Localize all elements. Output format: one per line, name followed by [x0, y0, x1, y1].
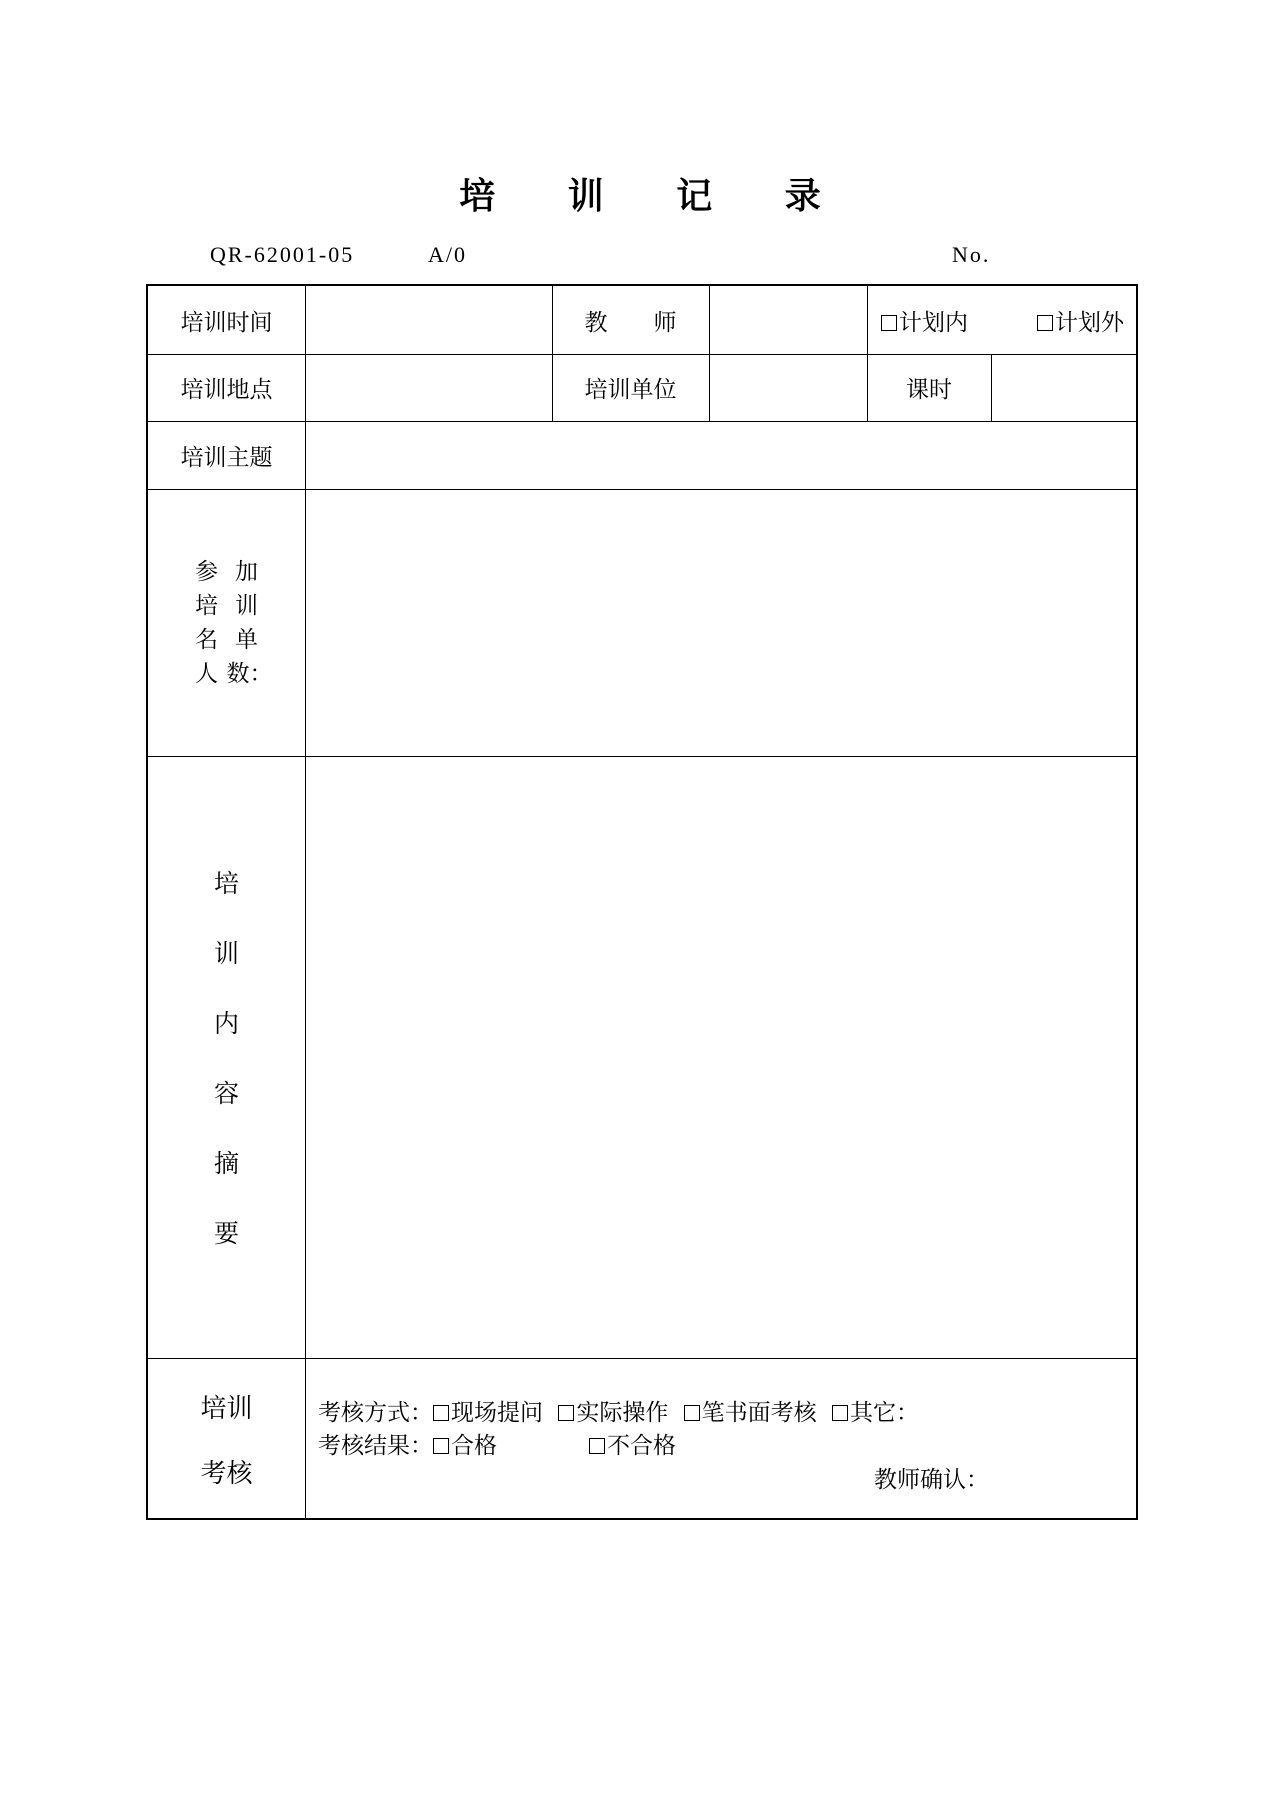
training-exam-label: 培训 考核 — [200, 1394, 253, 1489]
training-time-field[interactable] — [306, 286, 552, 354]
checkbox-icon[interactable] — [433, 1405, 449, 1421]
page-title: 培 训 记 录 — [459, 176, 851, 217]
training-unit-field[interactable] — [710, 354, 867, 421]
training-location-label: 培训地点 — [180, 377, 273, 403]
checkbox-icon[interactable] — [881, 315, 897, 331]
result-pass-option[interactable]: 合格 — [433, 1433, 497, 1459]
training-location-field[interactable] — [306, 354, 552, 421]
method-option[interactable]: 笔书面考核 — [684, 1400, 817, 1426]
checkbox-icon[interactable] — [433, 1438, 449, 1454]
exam-result-row: 考核结果： 合格 — [318, 1433, 497, 1459]
method-option[interactable]: 现场提问 — [433, 1400, 543, 1426]
content-summary-label: 培 训 内 容 摘 要 — [213, 869, 239, 1248]
plan-type-options — [867, 286, 1138, 354]
checkbox-icon[interactable] — [1037, 315, 1053, 331]
attendees-label: 参 加 培 训 名 单 人 数： — [195, 558, 273, 687]
plan-in-option[interactable]: 计划内 — [881, 304, 968, 337]
form-number-label: No. — [952, 242, 991, 267]
checkbox-icon[interactable] — [558, 1405, 574, 1421]
training-unit-label: 培训单位 — [584, 377, 677, 403]
content-summary-field[interactable] — [306, 756, 1138, 1358]
plan-out-option[interactable]: 计划外 — [1037, 304, 1124, 337]
exam-method-row: 考核方式： 现场提问 实际操作 笔书面考核 其它： — [318, 1400, 919, 1426]
checkbox-icon[interactable] — [589, 1438, 605, 1454]
training-topic-field[interactable] — [306, 421, 1138, 489]
attendees-field[interactable] — [306, 489, 1138, 756]
method-option[interactable]: 其它： — [832, 1400, 919, 1426]
teacher-confirm-label: 教师确认： — [874, 1467, 989, 1493]
class-hours-field[interactable] — [992, 354, 1138, 421]
form-revision: A/0 — [428, 242, 467, 267]
result-fail-option[interactable]: 不合格 — [589, 1427, 676, 1460]
training-record-form — [146, 284, 1138, 1520]
checkbox-icon[interactable] — [832, 1405, 848, 1421]
class-hours-label: 课时 — [906, 377, 952, 403]
teacher-label: 教 师 — [584, 309, 677, 336]
teacher-field[interactable] — [710, 286, 867, 354]
training-topic-label: 培训主题 — [180, 444, 273, 471]
training-time-label: 培训时间 — [180, 309, 273, 336]
checkbox-icon[interactable] — [684, 1405, 700, 1421]
method-option[interactable]: 实际操作 — [558, 1400, 668, 1426]
form-code: QR-62001-05 — [210, 242, 355, 267]
